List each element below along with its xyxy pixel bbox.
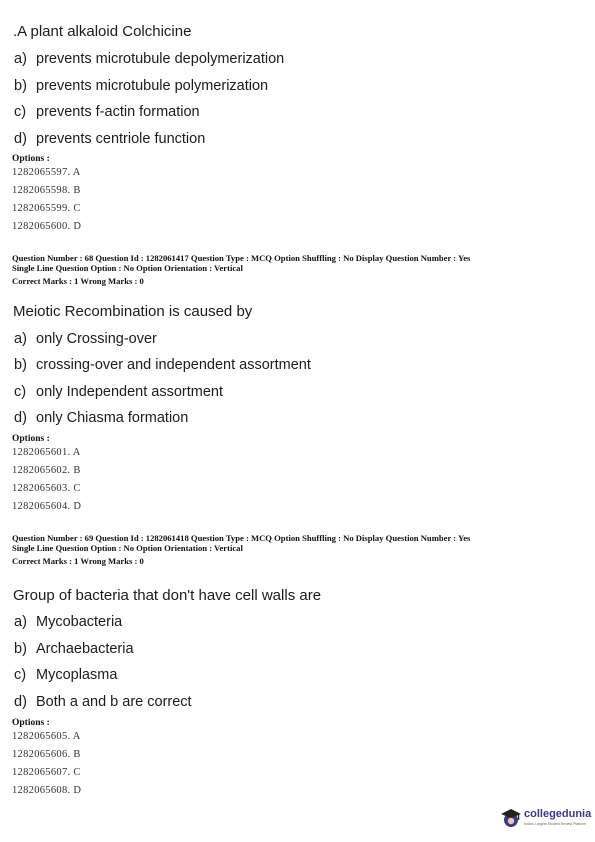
option-c: c) prevents f-actin formation	[14, 104, 200, 120]
question-text: Meiotic Recombination is caused by	[13, 303, 253, 320]
option-c: c) Mycoplasma	[14, 667, 118, 683]
option-a: a) prevents microtubule depolymerization	[14, 51, 285, 67]
option-id: 1282065604. D	[12, 501, 82, 512]
option-id: 1282065599. C	[12, 203, 81, 214]
question-meta: Question Number : 69 Question Id : 1282061418 Question Type : MCQ Option Shuffling : No Display Question Number : Yes Single Line Question Option : No Option Orientation : Vertical Correct Marks : 1 Wrong Marks : 0	[12, 533, 471, 566]
options-heading: Options :	[12, 154, 50, 164]
option-id: 1282065602. B	[12, 465, 81, 476]
option-d: d) prevents centriole function	[14, 131, 206, 147]
question-text: Group of bacteria that don't have cell walls are	[13, 587, 322, 604]
option-b: b) prevents microtubule polymerization	[14, 78, 269, 94]
option-id: 1282065600. D	[12, 221, 82, 232]
option-id: 1282065598. B	[12, 185, 81, 196]
option-d: d) only Chiasma formation	[14, 410, 189, 426]
option-b: b) Archaebacteria	[14, 641, 134, 657]
option-id: 1282065608. D	[12, 785, 82, 796]
options-heading: Options :	[12, 718, 50, 728]
question-text: .A plant alkaloid Colchicine	[13, 23, 192, 40]
option-c: c) only Independent assortment	[14, 384, 224, 400]
option-a: a) only Crossing-over	[14, 331, 157, 347]
logo-name: collegedunia	[524, 808, 592, 820]
option-b: b) crossing-over and independent assortment	[14, 357, 311, 373]
logo-tagline: India's Largest Student Review Platform	[524, 822, 587, 826]
option-id: 1282065603. C	[12, 483, 81, 494]
option-d: d) Both a and b are correct	[14, 694, 192, 710]
options-heading: Options :	[12, 434, 50, 444]
option-id: 1282065606. B	[12, 749, 81, 760]
question-meta: Question Number : 68 Question Id : 1282061417 Question Type : MCQ Option Shuffling : No Display Question Number : Yes Single Line Question Option : No Option Orientation : Vertical Correct Marks : 1 Wrong Marks : 0	[12, 253, 471, 286]
option-id: 1282065607. C	[12, 767, 81, 778]
option-a: a) Mycobacteria	[14, 614, 123, 630]
option-id: 1282065597. A	[12, 167, 81, 178]
graduate-icon	[500, 807, 522, 829]
option-id: 1282065601. A	[12, 447, 81, 458]
collegedunia-logo	[500, 805, 592, 831]
option-id: 1282065605. A	[12, 731, 81, 742]
